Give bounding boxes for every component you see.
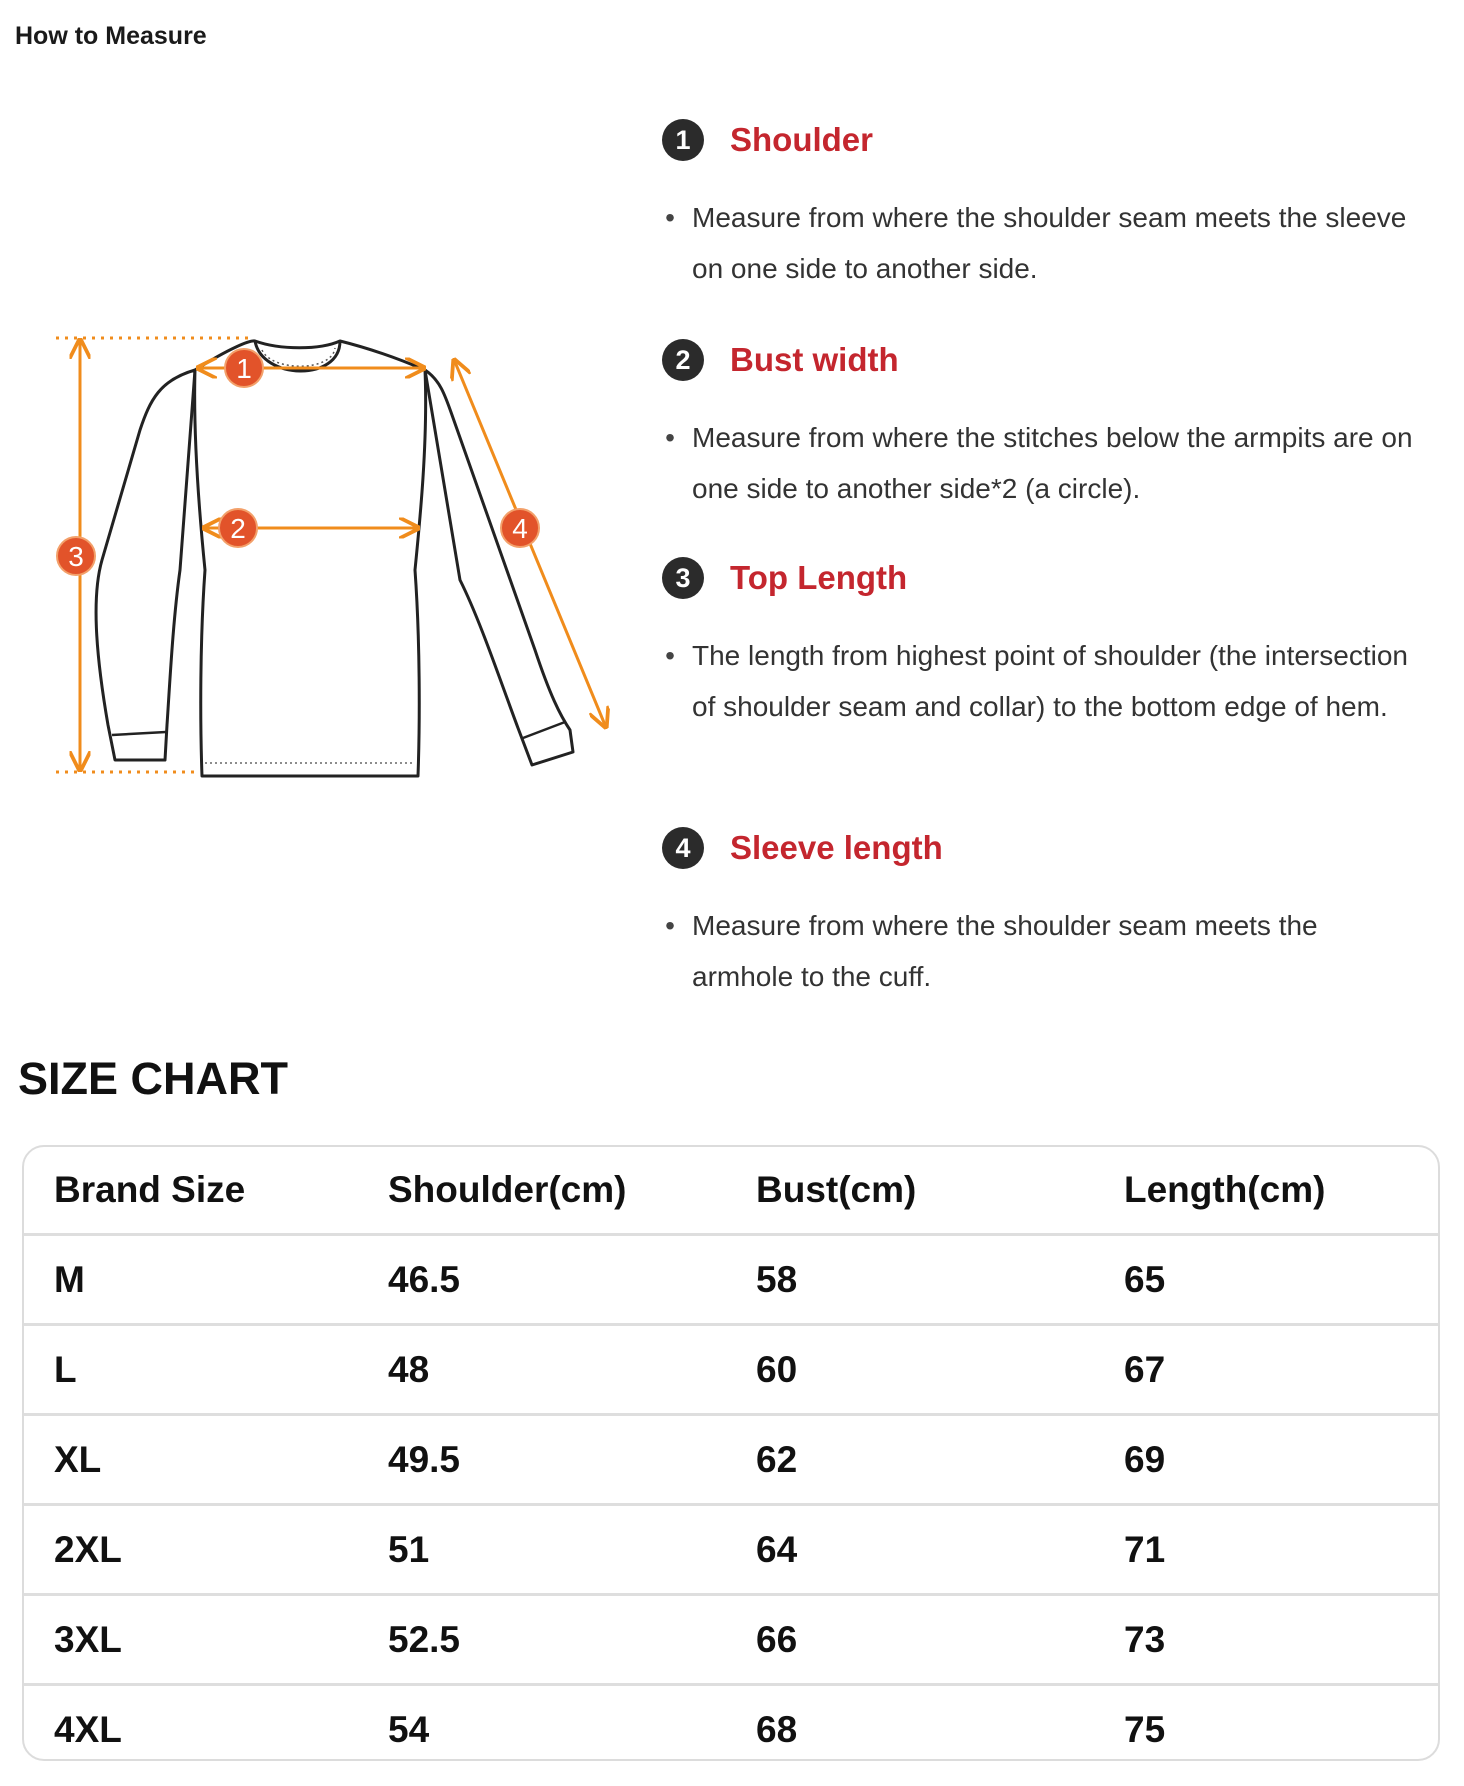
bullet-icon: •: [665, 910, 675, 941]
table-row: [24, 1325, 1438, 1415]
cell-size: 3XL: [24, 1595, 358, 1685]
step-top-length: [662, 548, 1422, 732]
cell-bust: 60: [726, 1325, 1094, 1415]
table-row: [24, 1685, 1438, 1762]
step-title: Sleeve length: [730, 829, 943, 866]
cell-shoulder: 46.5: [358, 1235, 726, 1325]
column-header-brand-size: Brand Size: [24, 1147, 358, 1235]
bullet-icon: •: [665, 202, 675, 233]
step-bust-width: [662, 330, 1422, 514]
step-description: [665, 412, 1422, 514]
cell-bust: 62: [726, 1415, 1094, 1505]
cell-size: 2XL: [24, 1505, 358, 1595]
cell-shoulder: 49.5: [358, 1415, 726, 1505]
step-shoulder: [662, 110, 1422, 294]
column-header-shoulder: Shoulder(cm): [358, 1147, 726, 1235]
step-description-text: Measure from where the shoulder seam meets the sleeve on one side to another side.: [692, 202, 1407, 284]
cell-bust: 66: [726, 1595, 1094, 1685]
cell-size: 4XL: [54, 1708, 122, 1750]
size-chart-table: [24, 1147, 1438, 1761]
step-description-text: Measure from where the stitches below the armpits are on one side to another side*2 (a circle).: [692, 422, 1413, 504]
table-row: [24, 1595, 1438, 1685]
step-sleeve-length: [662, 818, 1422, 1002]
size-chart-table-card: [22, 1145, 1440, 1761]
cell-size: L: [24, 1325, 358, 1415]
step-number-badge: 1: [662, 119, 704, 161]
cell-shoulder: 52.5: [358, 1595, 726, 1685]
sweater-diagram: [40, 320, 640, 790]
step-number-badge: 3: [662, 557, 704, 599]
marker-1: [225, 349, 263, 387]
step-description-text: The length from highest point of shoulder (the intersection of shoulder seam and collar) to the bottom edge of hem.: [692, 640, 1408, 722]
cell-size: XL: [24, 1415, 358, 1505]
cell-length: 73: [1094, 1595, 1438, 1685]
step-title: Bust width: [730, 341, 899, 378]
step-number-badge: 4: [662, 827, 704, 869]
cell-length: 65: [1094, 1235, 1438, 1325]
size-chart-title: SIZE CHART: [18, 1053, 288, 1104]
bullet-icon: •: [665, 422, 675, 453]
step-description: [665, 900, 1422, 1002]
cell-shoulder: 51: [358, 1505, 726, 1595]
step-title: Top Length: [730, 559, 908, 596]
cell-bust: 68: [756, 1708, 798, 1750]
cell-shoulder: 54: [388, 1708, 430, 1750]
svg-text:2: 2: [230, 513, 246, 544]
page-title: How to Measure: [15, 22, 207, 50]
marker-2: [219, 509, 257, 547]
cell-length: 71: [1094, 1505, 1438, 1595]
column-header-bust: Bust(cm): [726, 1147, 1094, 1235]
table-row: [24, 1505, 1438, 1595]
step-title: Shoulder: [730, 121, 874, 158]
bullet-icon: •: [665, 640, 675, 671]
svg-text:3: 3: [68, 541, 84, 572]
cell-length: 69: [1094, 1415, 1438, 1505]
cell-shoulder: 48: [358, 1325, 726, 1415]
table-header-row: [24, 1147, 1438, 1235]
table-row: [24, 1415, 1438, 1505]
cell-length: 67: [1094, 1325, 1438, 1415]
cell-bust: 64: [726, 1505, 1094, 1595]
svg-text:4: 4: [512, 513, 528, 544]
step-description-text: Measure from where the shoulder seam meets the armhole to the cuff.: [692, 910, 1318, 992]
svg-text:1: 1: [236, 353, 252, 384]
cell-size: M: [24, 1235, 358, 1325]
marker-3: [57, 537, 95, 575]
table-row: [24, 1235, 1438, 1325]
step-number-badge: 2: [662, 339, 704, 381]
column-header-length: Length(cm): [1094, 1147, 1438, 1235]
cell-bust: 58: [726, 1235, 1094, 1325]
marker-4: [501, 509, 539, 547]
cell-length: 75: [1124, 1708, 1166, 1750]
sweater-outline: [96, 341, 573, 776]
step-description: [665, 630, 1422, 732]
step-description: [665, 192, 1422, 294]
